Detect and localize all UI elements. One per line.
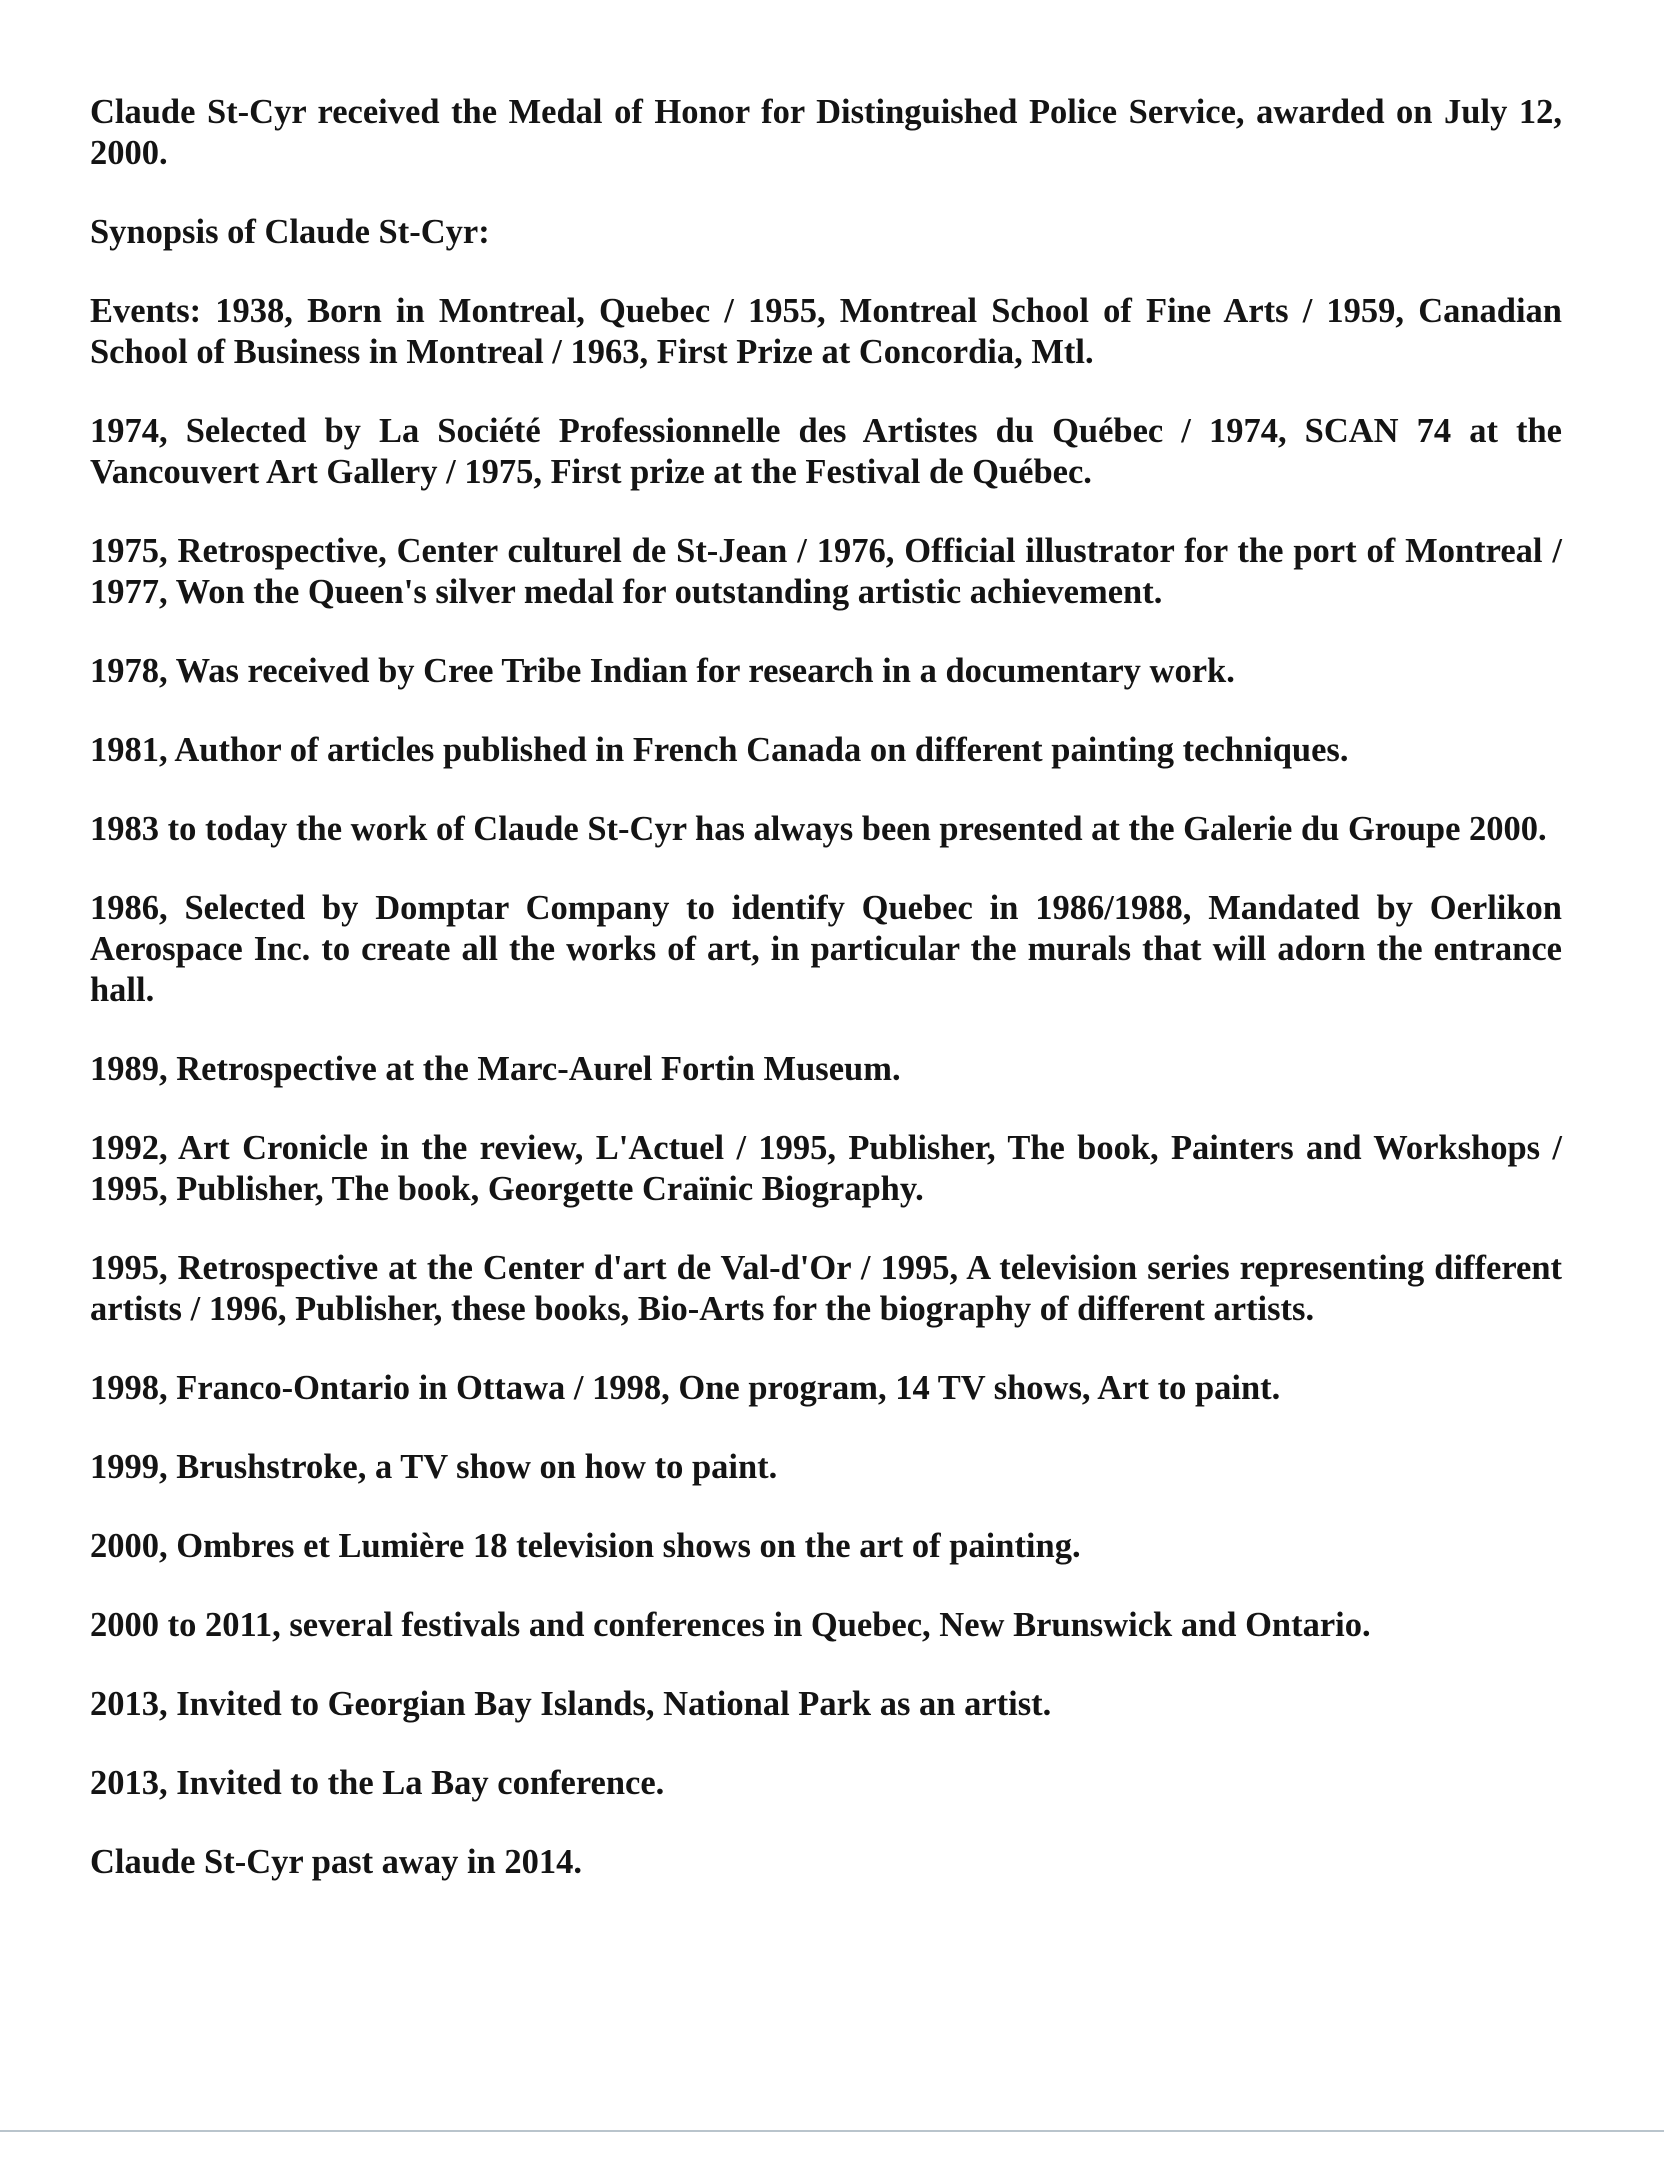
paragraph-1981: 1981, Author of articles published in French Canada on different painting techniques. [90, 731, 1349, 769]
paragraph-1974: 1974, Selected by La Société Professionnelle des Artistes du Québec / 1974, SCAN 74 at the Vancouvert Art Gallery / 1975, First prize at the Festival de Québec. [90, 412, 1562, 491]
paragraph-1975: 1975, Retrospective, Center culturel de St-Jean / 1976, Official illustrator for the port of Montreal / 1977, Won the Queen's silver medal for outstanding artistic achievement. [90, 532, 1562, 611]
paragraph-2013-la-bay: 2013, Invited to the La Bay conference. [90, 1764, 665, 1802]
paragraph-1989: 1989, Retrospective at the Marc-Aurel Fortin Museum. [90, 1050, 901, 1088]
paragraph-2014: Claude St-Cyr past away in 2014. [90, 1843, 582, 1881]
paragraph-2000: 2000, Ombres et Lumière 18 television shows on the art of painting. [90, 1527, 1081, 1565]
paragraph-synopsis-heading: Synopsis of Claude St-Cyr: [90, 213, 490, 251]
document-page [90, 92, 1562, 1921]
paragraph-1995: 1995, Retrospective at the Center d'art de Val-d'Or / 1995, A television series representing different artists / 1996, Publisher, these books, Bio-Arts for the biography of different artists. [90, 1249, 1562, 1328]
paragraph-2013-georgian-bay: 2013, Invited to Georgian Bay Islands, National Park as an artist. [90, 1685, 1052, 1723]
bottom-rule [0, 2130, 1664, 2132]
paragraph-1978: 1978, Was received by Cree Tribe Indian for research in a documentary work. [90, 652, 1235, 690]
paragraph-1992: 1992, Art Cronicle in the review, L'Actuel / 1995, Publisher, The book, Painters and Workshops / 1995, Publisher, The book, Georgette Craïnic Biography. [90, 1129, 1562, 1208]
paragraph-medal-of-honor: Claude St-Cyr received the Medal of Honor for Distinguished Police Service, awarded on July 12, 2000. [90, 93, 1562, 172]
paragraph-1999: 1999, Brushstroke, a TV show on how to paint. [90, 1448, 778, 1486]
paragraph-1986: 1986, Selected by Domptar Company to identify Quebec in 1986/1988, Mandated by Oerlikon Aerospace Inc. to create all the works of art, in particular the murals that will adorn the entrance hall. [90, 889, 1562, 1009]
paragraph-2000-to-2011: 2000 to 2011, several festivals and conferences in Quebec, New Brunswick and Ontario. [90, 1606, 1371, 1644]
paragraph-events-early: Events: 1938, Born in Montreal, Quebec / 1955, Montreal School of Fine Arts / 1959, Canadian School of Business in Montreal / 1963, First Prize at Concordia, Mtl. [90, 292, 1562, 371]
paragraph-1983: 1983 to today the work of Claude St-Cyr has always been presented at the Galerie du Groupe 2000. [90, 810, 1547, 848]
paragraph-1998: 1998, Franco-Ontario in Ottawa / 1998, One program, 14 TV shows, Art to paint. [90, 1369, 1281, 1407]
